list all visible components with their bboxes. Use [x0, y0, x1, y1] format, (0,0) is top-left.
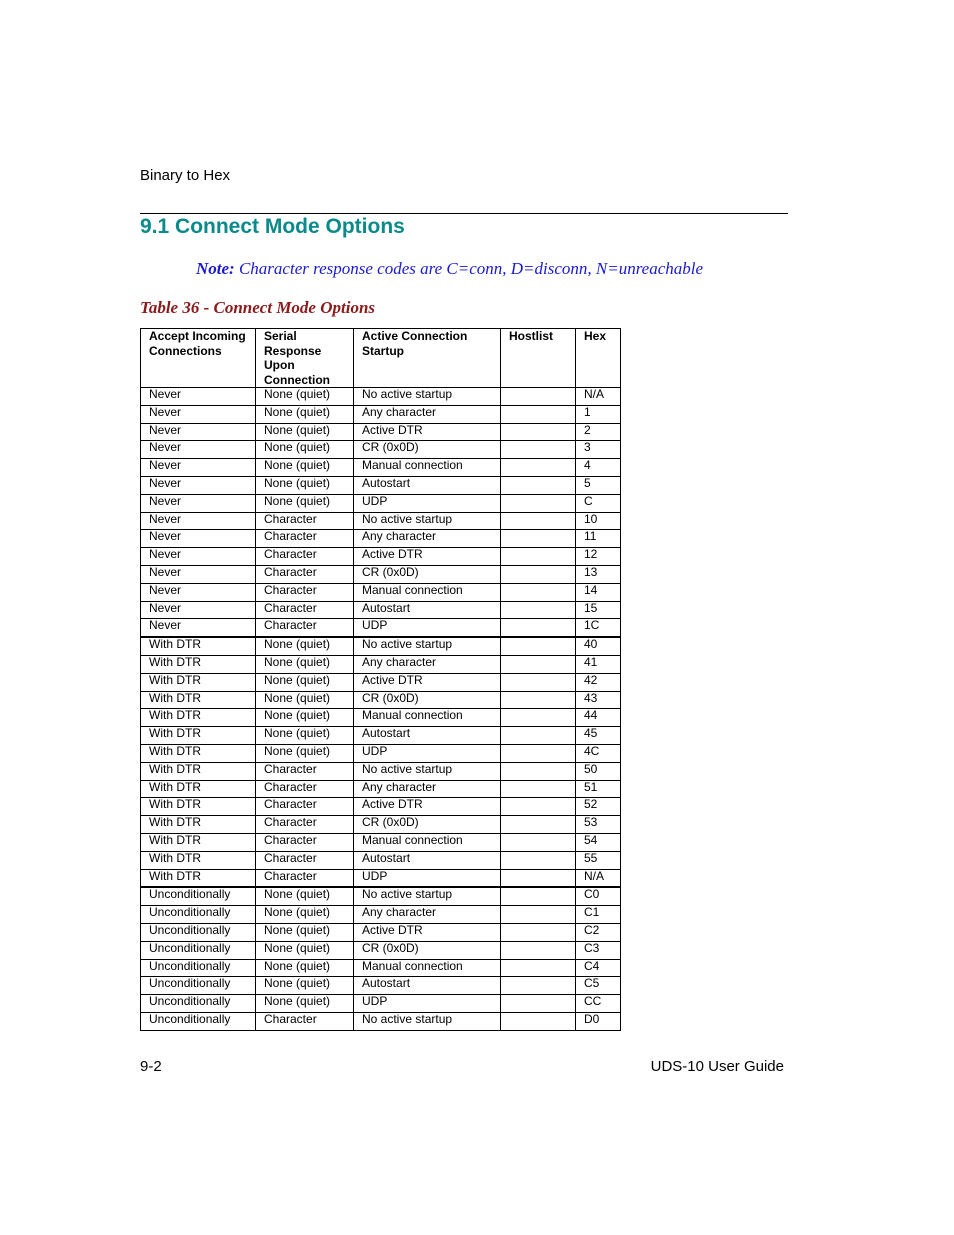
cell-serial-response: Character [256, 816, 354, 834]
cell-hex: D0 [576, 1012, 621, 1030]
cell-hostlist [501, 637, 576, 655]
cell-serial-response: None (quiet) [256, 906, 354, 924]
cell-active-startup: Active DTR [354, 798, 501, 816]
table-row [141, 691, 621, 709]
cell-hex: 14 [576, 583, 621, 601]
cell-hostlist [501, 798, 576, 816]
cell-hex: C4 [576, 959, 621, 977]
cell-serial-response: None (quiet) [256, 673, 354, 691]
cell-hex: 41 [576, 655, 621, 673]
cell-hex: 44 [576, 709, 621, 727]
cell-hex: 15 [576, 601, 621, 619]
header-hex: Hex [576, 329, 621, 388]
table-row [141, 494, 621, 512]
cell-serial-response: Character [256, 798, 354, 816]
cell-active-startup: Any character [354, 655, 501, 673]
cell-serial-response: None (quiet) [256, 977, 354, 995]
header-hostlist: Hostlist [501, 329, 576, 388]
section-title: 9.1 Connect Mode Options [140, 215, 405, 238]
cell-serial-response: None (quiet) [256, 691, 354, 709]
cell-active-startup: No active startup [354, 637, 501, 655]
cell-hostlist [501, 995, 576, 1013]
cell-serial-response: None (quiet) [256, 887, 354, 905]
cell-accept-incoming: With DTR [141, 780, 256, 798]
table-header-row [141, 329, 621, 388]
cell-accept-incoming: With DTR [141, 637, 256, 655]
cell-serial-response: Character [256, 619, 354, 637]
cell-hostlist [501, 906, 576, 924]
cell-accept-incoming: Never [141, 619, 256, 637]
cell-accept-incoming: With DTR [141, 655, 256, 673]
cell-hostlist [501, 1012, 576, 1030]
cell-hostlist [501, 744, 576, 762]
cell-active-startup: No active startup [354, 512, 501, 530]
cell-serial-response: None (quiet) [256, 655, 354, 673]
cell-hostlist [501, 780, 576, 798]
cell-active-startup: Autostart [354, 977, 501, 995]
cell-serial-response: None (quiet) [256, 995, 354, 1013]
cell-active-startup: Autostart [354, 727, 501, 745]
cell-active-startup: Manual connection [354, 959, 501, 977]
table-row [141, 423, 621, 441]
cell-accept-incoming: With DTR [141, 744, 256, 762]
cell-serial-response: None (quiet) [256, 709, 354, 727]
connect-mode-table [140, 328, 621, 1031]
header-active-startup: Active Connection Startup [354, 329, 501, 388]
cell-accept-incoming: Never [141, 388, 256, 406]
table-row [141, 441, 621, 459]
cell-accept-incoming: Never [141, 601, 256, 619]
cell-serial-response: Character [256, 869, 354, 887]
cell-accept-incoming: Unconditionally [141, 906, 256, 924]
cell-hex: 4 [576, 459, 621, 477]
cell-active-startup: Autostart [354, 476, 501, 494]
cell-hostlist [501, 673, 576, 691]
cell-accept-incoming: Never [141, 512, 256, 530]
cell-hex: 53 [576, 816, 621, 834]
cell-serial-response: Character [256, 530, 354, 548]
table-body [141, 388, 621, 1031]
cell-accept-incoming: Never [141, 441, 256, 459]
cell-active-startup: Any character [354, 405, 501, 423]
cell-active-startup: Any character [354, 906, 501, 924]
cell-accept-incoming: With DTR [141, 851, 256, 869]
table-row [141, 601, 621, 619]
cell-hostlist [501, 762, 576, 780]
cell-accept-incoming: Never [141, 548, 256, 566]
cell-active-startup: CR (0x0D) [354, 441, 501, 459]
table-row [141, 655, 621, 673]
cell-hostlist [501, 459, 576, 477]
table-row [141, 530, 621, 548]
table-row [141, 923, 621, 941]
cell-serial-response: Character [256, 1012, 354, 1030]
cell-hostlist [501, 512, 576, 530]
cell-hostlist [501, 601, 576, 619]
cell-serial-response: Character [256, 780, 354, 798]
cell-serial-response: None (quiet) [256, 744, 354, 762]
cell-accept-incoming: Never [141, 476, 256, 494]
cell-serial-response: None (quiet) [256, 423, 354, 441]
cell-hex: 4C [576, 744, 621, 762]
table-row [141, 941, 621, 959]
cell-hex: C [576, 494, 621, 512]
cell-active-startup: Any character [354, 530, 501, 548]
cell-hex: N/A [576, 388, 621, 406]
table-row [141, 727, 621, 745]
cell-hostlist [501, 655, 576, 673]
cell-hex: C2 [576, 923, 621, 941]
cell-hex: 1C [576, 619, 621, 637]
cell-serial-response: Character [256, 512, 354, 530]
cell-hex: C3 [576, 941, 621, 959]
header-accept-incoming: Accept Incoming Connections [141, 329, 256, 388]
cell-active-startup: CR (0x0D) [354, 941, 501, 959]
table-row [141, 851, 621, 869]
cell-hex: 40 [576, 637, 621, 655]
cell-hostlist [501, 727, 576, 745]
cell-hex: 11 [576, 530, 621, 548]
table-row [141, 762, 621, 780]
cell-hex: 13 [576, 565, 621, 583]
cell-active-startup: CR (0x0D) [354, 565, 501, 583]
cell-hostlist [501, 923, 576, 941]
cell-active-startup: Manual connection [354, 709, 501, 727]
cell-active-startup: Manual connection [354, 833, 501, 851]
running-head: Binary to Hex [140, 167, 231, 184]
cell-accept-incoming: With DTR [141, 762, 256, 780]
cell-hostlist [501, 691, 576, 709]
cell-active-startup: No active startup [354, 388, 501, 406]
cell-active-startup: Autostart [354, 601, 501, 619]
cell-hostlist [501, 709, 576, 727]
cell-hex: 42 [576, 673, 621, 691]
cell-active-startup: No active startup [354, 762, 501, 780]
cell-hex: 3 [576, 441, 621, 459]
cell-hex: 51 [576, 780, 621, 798]
cell-serial-response: Character [256, 583, 354, 601]
header-rule [140, 213, 788, 214]
cell-active-startup: Active DTR [354, 548, 501, 566]
cell-hex: 52 [576, 798, 621, 816]
cell-active-startup: UDP [354, 995, 501, 1013]
table-row [141, 476, 621, 494]
cell-hex: 43 [576, 691, 621, 709]
cell-accept-incoming: Unconditionally [141, 1012, 256, 1030]
cell-hex: 50 [576, 762, 621, 780]
cell-active-startup: UDP [354, 744, 501, 762]
cell-hostlist [501, 869, 576, 887]
table-row [141, 1012, 621, 1030]
cell-accept-incoming: Never [141, 530, 256, 548]
table-row [141, 405, 621, 423]
cell-hostlist [501, 494, 576, 512]
cell-hostlist [501, 941, 576, 959]
cell-accept-incoming: With DTR [141, 798, 256, 816]
cell-hex: 54 [576, 833, 621, 851]
cell-accept-incoming: Unconditionally [141, 959, 256, 977]
cell-accept-incoming: Unconditionally [141, 977, 256, 995]
cell-hostlist [501, 476, 576, 494]
cell-hex: 55 [576, 851, 621, 869]
table-row [141, 673, 621, 691]
cell-serial-response: None (quiet) [256, 959, 354, 977]
table-row [141, 906, 621, 924]
cell-hostlist [501, 851, 576, 869]
table-row [141, 512, 621, 530]
cell-serial-response: None (quiet) [256, 388, 354, 406]
cell-serial-response: Character [256, 601, 354, 619]
table-row [141, 744, 621, 762]
cell-active-startup: Active DTR [354, 423, 501, 441]
cell-hostlist [501, 959, 576, 977]
table-row [141, 887, 621, 905]
cell-serial-response: None (quiet) [256, 459, 354, 477]
page-number: 9-2 [140, 1058, 162, 1075]
cell-hostlist [501, 405, 576, 423]
cell-accept-incoming: With DTR [141, 869, 256, 887]
cell-hex: C5 [576, 977, 621, 995]
cell-hex: C0 [576, 887, 621, 905]
guide-title: UDS-10 User Guide [650, 1058, 784, 1075]
header-serial-response: Serial Response Upon Connection [256, 329, 354, 388]
cell-hostlist [501, 530, 576, 548]
cell-hostlist [501, 423, 576, 441]
note [196, 259, 703, 279]
cell-serial-response: None (quiet) [256, 476, 354, 494]
cell-hex: 2 [576, 423, 621, 441]
cell-accept-incoming: Never [141, 583, 256, 601]
cell-accept-incoming: With DTR [141, 727, 256, 745]
cell-hex: 1 [576, 405, 621, 423]
table-row [141, 619, 621, 637]
cell-accept-incoming: With DTR [141, 816, 256, 834]
cell-active-startup: CR (0x0D) [354, 816, 501, 834]
table-row [141, 548, 621, 566]
cell-accept-incoming: Never [141, 423, 256, 441]
cell-accept-incoming: Never [141, 565, 256, 583]
table-row [141, 816, 621, 834]
cell-accept-incoming: Never [141, 405, 256, 423]
table-row [141, 995, 621, 1013]
cell-serial-response: None (quiet) [256, 637, 354, 655]
cell-accept-incoming: With DTR [141, 673, 256, 691]
table-row [141, 780, 621, 798]
cell-accept-incoming: Unconditionally [141, 887, 256, 905]
cell-active-startup: UDP [354, 494, 501, 512]
table-row [141, 798, 621, 816]
cell-active-startup: UDP [354, 869, 501, 887]
cell-hostlist [501, 816, 576, 834]
table-caption: Table 36 - Connect Mode Options [140, 298, 376, 317]
table-row [141, 959, 621, 977]
cell-active-startup: Autostart [354, 851, 501, 869]
cell-hostlist [501, 441, 576, 459]
cell-hex: 5 [576, 476, 621, 494]
cell-serial-response: None (quiet) [256, 941, 354, 959]
cell-hostlist [501, 887, 576, 905]
cell-active-startup: Active DTR [354, 673, 501, 691]
note-text: Character response codes are C=conn, D=disconn, N=unreachable [234, 259, 704, 278]
cell-hex: C1 [576, 906, 621, 924]
cell-serial-response: Character [256, 833, 354, 851]
note-label: Note: [196, 259, 235, 278]
cell-hostlist [501, 583, 576, 601]
cell-hex: N/A [576, 869, 621, 887]
cell-active-startup: Manual connection [354, 583, 501, 601]
cell-serial-response: None (quiet) [256, 441, 354, 459]
cell-serial-response: None (quiet) [256, 405, 354, 423]
cell-accept-incoming: Never [141, 494, 256, 512]
cell-accept-incoming: Unconditionally [141, 995, 256, 1013]
cell-hex: 10 [576, 512, 621, 530]
cell-accept-incoming: With DTR [141, 691, 256, 709]
cell-active-startup: No active startup [354, 887, 501, 905]
cell-active-startup: CR (0x0D) [354, 691, 501, 709]
table-row [141, 388, 621, 406]
cell-serial-response: None (quiet) [256, 727, 354, 745]
cell-serial-response: None (quiet) [256, 494, 354, 512]
cell-hostlist [501, 833, 576, 851]
table-row [141, 637, 621, 655]
cell-active-startup: No active startup [354, 1012, 501, 1030]
table-row [141, 583, 621, 601]
cell-hostlist [501, 548, 576, 566]
cell-hostlist [501, 619, 576, 637]
cell-hex: 12 [576, 548, 621, 566]
cell-serial-response: Character [256, 762, 354, 780]
cell-serial-response: None (quiet) [256, 923, 354, 941]
cell-active-startup: UDP [354, 619, 501, 637]
table-row [141, 709, 621, 727]
table-row [141, 977, 621, 995]
cell-serial-response: Character [256, 851, 354, 869]
cell-serial-response: Character [256, 548, 354, 566]
cell-accept-incoming: With DTR [141, 833, 256, 851]
cell-hostlist [501, 388, 576, 406]
table-row [141, 565, 621, 583]
cell-hex: 45 [576, 727, 621, 745]
table-row [141, 869, 621, 887]
cell-hostlist [501, 977, 576, 995]
cell-active-startup: Active DTR [354, 923, 501, 941]
table-row [141, 459, 621, 477]
cell-serial-response: Character [256, 565, 354, 583]
cell-accept-incoming: Unconditionally [141, 923, 256, 941]
cell-accept-incoming: Unconditionally [141, 941, 256, 959]
cell-hex: CC [576, 995, 621, 1013]
cell-active-startup: Any character [354, 780, 501, 798]
cell-accept-incoming: Never [141, 459, 256, 477]
cell-accept-incoming: With DTR [141, 709, 256, 727]
cell-hostlist [501, 565, 576, 583]
table-row [141, 833, 621, 851]
cell-active-startup: Manual connection [354, 459, 501, 477]
